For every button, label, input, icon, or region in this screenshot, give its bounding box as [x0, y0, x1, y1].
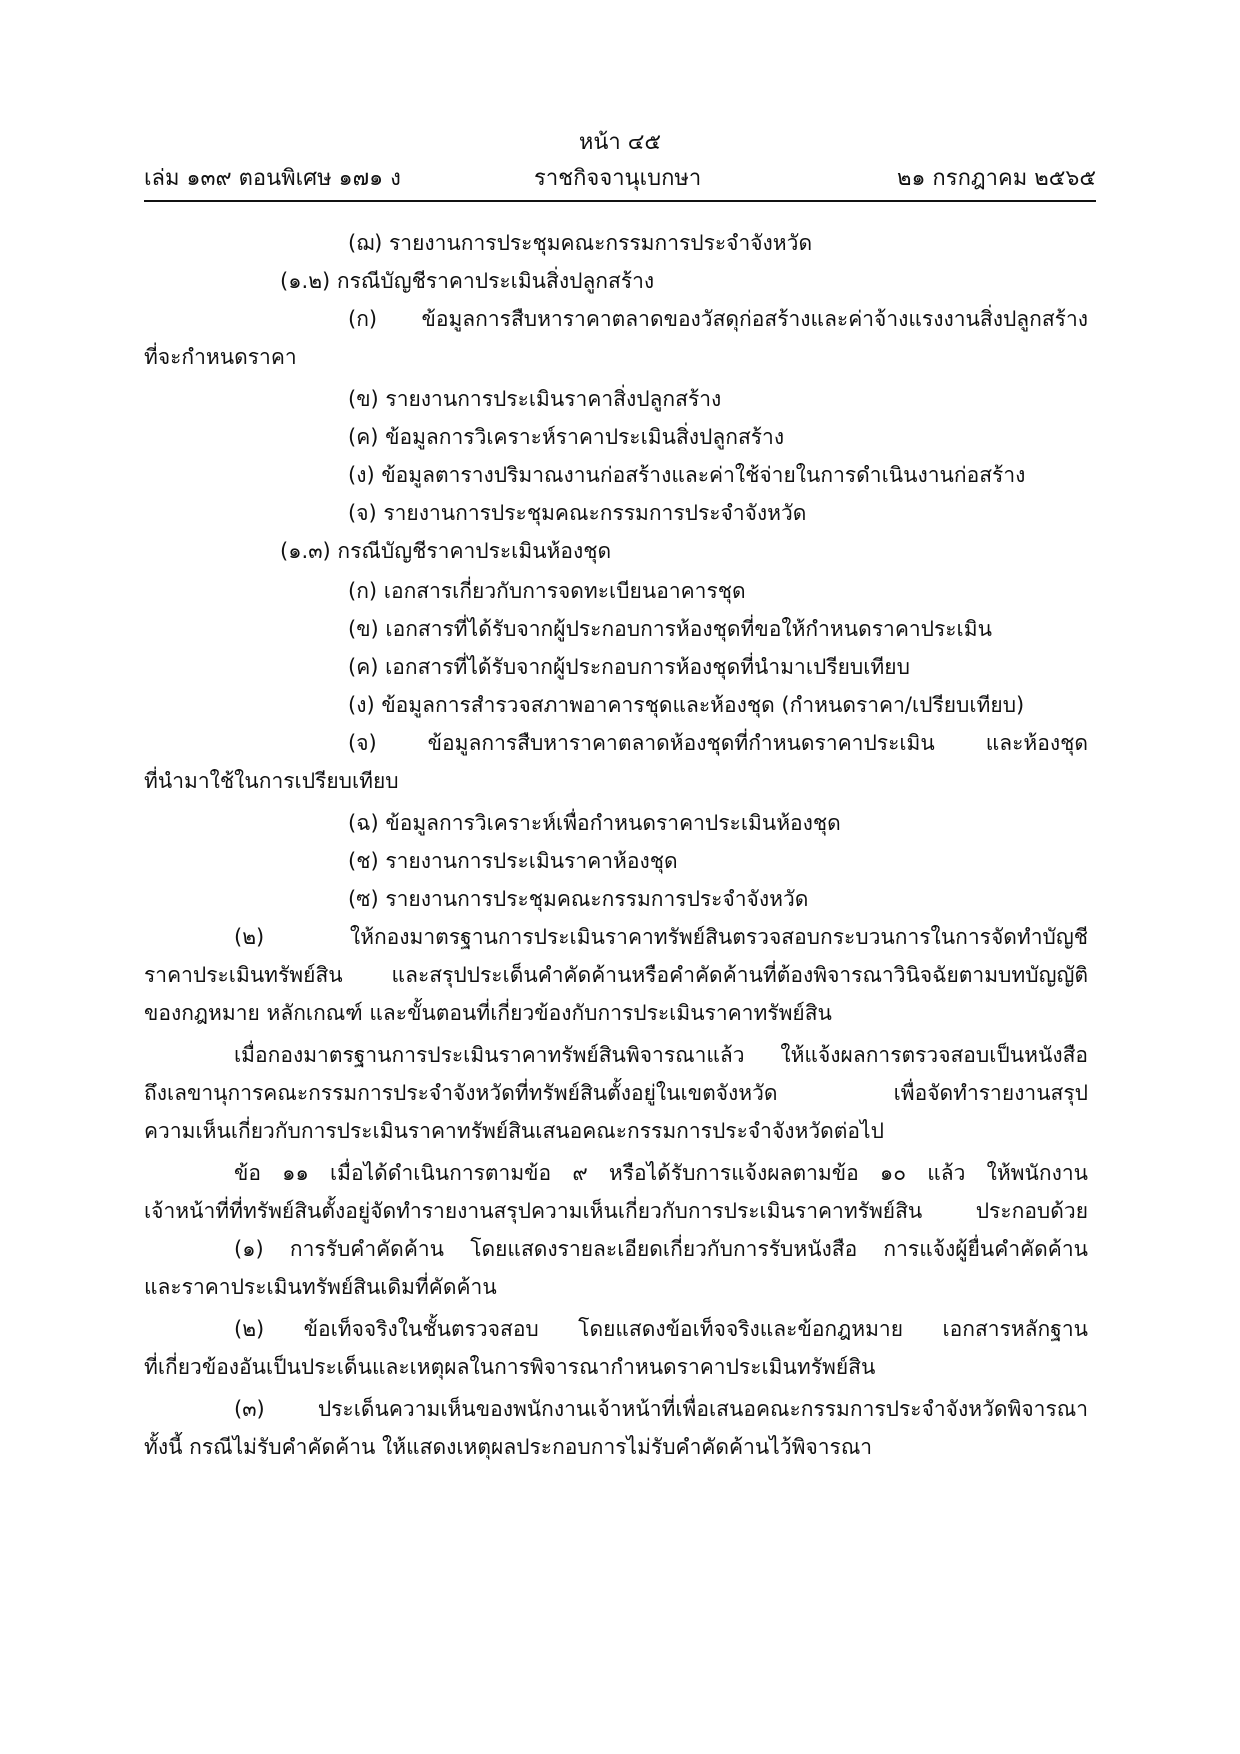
article-11-item-3-line-1: (๓) ประเด็นความเห็นของพนักงานเจ้าหน้าที่เพื่อเสนอคณะกรรมการประจำจังหวัดพิจารณา [234, 1397, 1088, 1421]
article-11-item-2-line-2: ที่เกี่ยวข้องอันเป็นประเด็นและเหตุผลในการพิจารณากำหนดราคาประเมินทรัพย์สิน [144, 1355, 876, 1379]
clause-2-line-3: ของกฎหมาย หลักเกณฑ์ และขั้นตอนที่เกี่ยวข้องกับการประเมินราคาทรัพย์สิน [144, 1001, 832, 1025]
paragraph-review-line-1: เมื่อกองมาตรฐานการประเมินราคาทรัพย์สินพิจารณาแล้ว ให้แจ้งผลการตรวจสอบเป็นหนังสือ [234, 1043, 1088, 1067]
gazette-header [144, 164, 1096, 198]
item-cho-1-3-cont: ที่นำมาใช้ในการเปรียบเทียบ [144, 769, 399, 793]
item-cho-1-2: (จ) รายงานการประชุมคณะกรรมการประจำจังหวัด [348, 501, 807, 525]
gazette-name: ราชกิจจานุเบกษา [534, 166, 702, 191]
item-chho-1-3: (ฉ) ข้อมูลการวิเคราะห์เพื่อกำหนดราคาประเมินห้องชุด [348, 811, 841, 835]
page-number: หน้า ๔๕ [578, 130, 662, 155]
article-11-line-2: เจ้าหน้าที่ที่ทรัพย์สินตั้งอยู่จัดทำรายงานสรุปความเห็นเกี่ยวกับการประเมินราคาทรัพย์สิน ประกอบด้วย [144, 1199, 1088, 1223]
item-kho-1-3: (ข) เอกสารที่ได้รับจากผู้ประกอบการห้องชุดที่ขอให้กำหนดราคาประเมิน [348, 617, 992, 641]
article-11-line-1: ข้อ ๑๑ เมื่อได้ดำเนินการตามข้อ ๙ หรือได้รับการแจ้งผลตามข้อ ๑๐ แล้ว ให้พนักงาน [234, 1161, 1088, 1185]
item-ngo-1-2: (ง) ข้อมูลตารางปริมาณงานก่อสร้างและค่าใช้จ่ายในการดำเนินงานก่อสร้าง [348, 463, 1026, 487]
section-1-3-heading: (๑.๓) กรณีบัญชีราคาประเมินห้องชุด [280, 539, 612, 563]
item-cho-1-3: (จ) ข้อมูลการสืบหาราคาตลาดห้องชุดที่กำหนดราคาประเมิน และห้องชุด [348, 731, 1088, 755]
clause-2-line-1: (๒) ให้กองมาตรฐานการประเมินราคาทรัพย์สินตรวจสอบกระบวนการในการจัดทำบัญชี [234, 925, 1088, 949]
header-divider [144, 200, 1096, 202]
item-kho2-1-3: (ค) เอกสารที่ได้รับจากผู้ประกอบการห้องชุดที่นำมาเปรียบเทียบ [348, 655, 910, 679]
publication-date: ๒๑ กรกฎาคม ๒๕๖๕ [896, 166, 1096, 191]
item-cho3-1-3: (ช) รายงานการประเมินราคาห้องชุด [348, 849, 678, 873]
volume-issue: เล่ม ๑๓๙ ตอนพิเศษ ๑๗๑ ง [144, 166, 401, 191]
article-11-item-2-line-1: (๒) ข้อเท็จจริงในชั้นตรวจสอบ โดยแสดงข้อเท็จจริงและข้อกฎหมาย เอกสารหลักฐาน [234, 1317, 1088, 1341]
article-11-item-3-line-2: ทั้งนี้ กรณีไม่รับคำคัดค้าน ให้แสดงเหตุผลประกอบการไม่รับคำคัดค้านไว้พิจารณา [144, 1435, 873, 1459]
item-ko-1-2: (ก) ข้อมูลการสืบหาราคาตลาดของวัสดุก่อสร้างและค่าจ้างแรงงานสิ่งปลูกสร้าง [348, 307, 1088, 331]
item-kho-1-2: (ข) รายงานการประเมินราคาสิ่งปลูกสร้าง [348, 387, 722, 411]
item-ko-1-3: (ก) เอกสารเกี่ยวกับการจดทะเบียนอาคารชุด [348, 579, 746, 603]
item-ngo-1-3: (ง) ข้อมูลการสำรวจสภาพอาคารชุดและห้องชุด (กำหนดราคา/เปรียบเทียบ) [348, 693, 1025, 717]
item-jho: (ฌ) รายงานการประชุมคณะกรรมการประจำจังหวัด [348, 231, 813, 255]
item-so-1-3: (ซ) รายงานการประชุมคณะกรรมการประจำจังหวัด [348, 887, 809, 911]
item-ko-1-2-cont: ที่จะกำหนดราคา [144, 345, 297, 369]
article-11-item-1-line-1: (๑) การรับคำคัดค้าน โดยแสดงรายละเอียดเกี่ยวกับการรับหนังสือ การแจ้งผู้ยื่นคำคัดค้าน [234, 1237, 1088, 1261]
item-kho2-1-2: (ค) ข้อมูลการวิเคราะห์ราคาประเมินสิ่งปลูกสร้าง [348, 425, 785, 449]
paragraph-review-line-2: ถึงเลขานุการคณะกรรมการประจำจังหวัดที่ทรัพย์สินตั้งอยู่ในเขตจังหวัด เพื่อจัดทำรายงานสรุป [144, 1081, 1088, 1105]
clause-2-line-2: ราคาประเมินทรัพย์สิน และสรุปประเด็นคำคัดค้านหรือคำคัดค้านที่ต้องพิจารณาวินิจฉัยตามบทบัญญัติ [144, 963, 1088, 987]
article-11-item-1-line-2: และราคาประเมินทรัพย์สินเดิมที่คัดค้าน [144, 1275, 497, 1299]
paragraph-review-line-3: ความเห็นเกี่ยวกับการประเมินราคาทรัพย์สินเสนอคณะกรรมการประจำจังหวัดต่อไป [144, 1119, 884, 1143]
section-1-2-heading: (๑.๒) กรณีบัญชีราคาประเมินสิ่งปลูกสร้าง [280, 269, 655, 293]
